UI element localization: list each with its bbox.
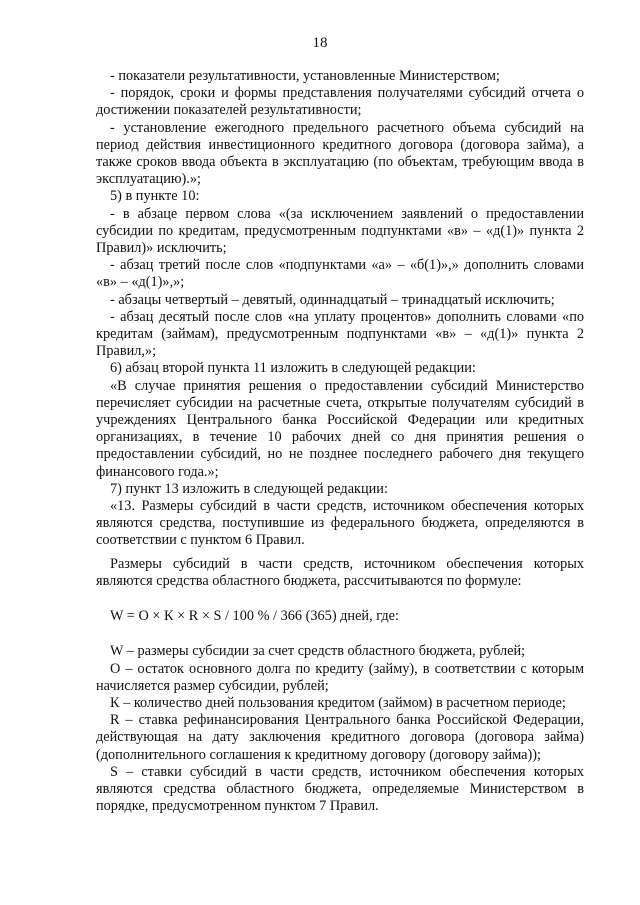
paragraph-item-5-tenth-abzac: - абзац десятый после слов «на уплату процентов» дополнить словами «по кредитам (займам), предусмотренным подпунктами «в» – «д(1)» пункта 2 Правил,»; bbox=[96, 308, 584, 360]
paragraph-item-13-federal: «13. Размеры субсидий в части средств, источником обеспечения которых являются средства, поступившие из федерального бюджета, определяются в соответствии с пунктом 6 Правил. bbox=[96, 498, 584, 549]
paragraph-report-procedure: - порядок, сроки и формы представления получателями субсидий отчета о достижении показателей результативности; bbox=[96, 85, 584, 119]
paragraph-item-5-third-abzac: - абзац третий после слов «подпунктами «а» – «б(1)»,» дополнить словами «в» – «д(1)»,»; bbox=[96, 257, 584, 291]
page-number: 18 bbox=[312, 35, 328, 51]
paragraph-item-6-text: «В случае принятия решения о предоставлении субсидий Министерство перечисляет субсидии на расчетные счета, открытые получателям субсидий в учреждениях Центрального банка Российской Федерации или кредитных организациях, в течение 10 рабочих дней со дня принятия решения о предоставлении субсидий, но не позднее последнего рабочего дня текущего финансового года.»; bbox=[96, 377, 584, 480]
paragraph-item-5-first-abzac: - в абзаце первом слова «(за исключением заявлений о предоставлении субсидии по кредитам, предусмотренным подпунктами «в» – «д(1)» пункта 2 Правил)» исключить; bbox=[96, 205, 584, 257]
formula-definition-r: R – ставка рефинансирования Центрального банка Российской Федерации, действующая на дату заключения кредитного договора (договора займа) (дополнительного соглашения к кредитному договору (договору займа)); bbox=[96, 712, 584, 763]
formula-definition-s: S – ставки субсидий в части средств, источником обеспечения которых являются средства областного бюджета, определяемые Министерством в порядке, предусмотренном пунктом 7 Правил. bbox=[96, 763, 584, 815]
formula-definition-o: О – остаток основного долга по кредиту (займу), в соответствии с которым начисляется размер субсидии, рублей; bbox=[96, 660, 584, 694]
paragraph-subsidy-volume-limit: - установление ежегодного предельного расчетного объема субсидий на период действия инвестиционного кредитного договора (договора займа), а также сроков ввода объекта в эксплуатацию (по объектам, требующим ввода в эксплуатацию).»; bbox=[96, 119, 584, 188]
paragraph-item-6-heading: 6) абзац второй пункта 11 изложить в следующей редакции: bbox=[110, 360, 476, 377]
paragraph-item-7-heading: 7) пункт 13 изложить в следующей редакции: bbox=[110, 480, 388, 497]
paragraph-performance-indicators: - показатели результативности, установленные Министерством; bbox=[110, 68, 500, 84]
paragraph-item-13-regional: Размеры субсидий в части средств, источником обеспечения которых являются средства областного бюджета, рассчитываются по формуле: bbox=[96, 555, 584, 589]
subsidy-formula: W = О × К × R × S / 100 % / 366 (365) дней, где: bbox=[110, 608, 399, 625]
paragraph-item-5-heading: 5) в пункте 10: bbox=[110, 188, 200, 205]
formula-definition-w: W – размеры субсидии за счет средств областного бюджета, рублей; bbox=[110, 643, 526, 660]
formula-definition-k: К – количество дней пользования кредитом (займом) в расчетном периоде; bbox=[110, 694, 566, 711]
paragraph-item-5-abzacs-excluded: - абзацы четвертый – девятый, одиннадцатый – тринадцатый исключить; bbox=[110, 291, 555, 308]
document-body bbox=[96, 68, 584, 815]
